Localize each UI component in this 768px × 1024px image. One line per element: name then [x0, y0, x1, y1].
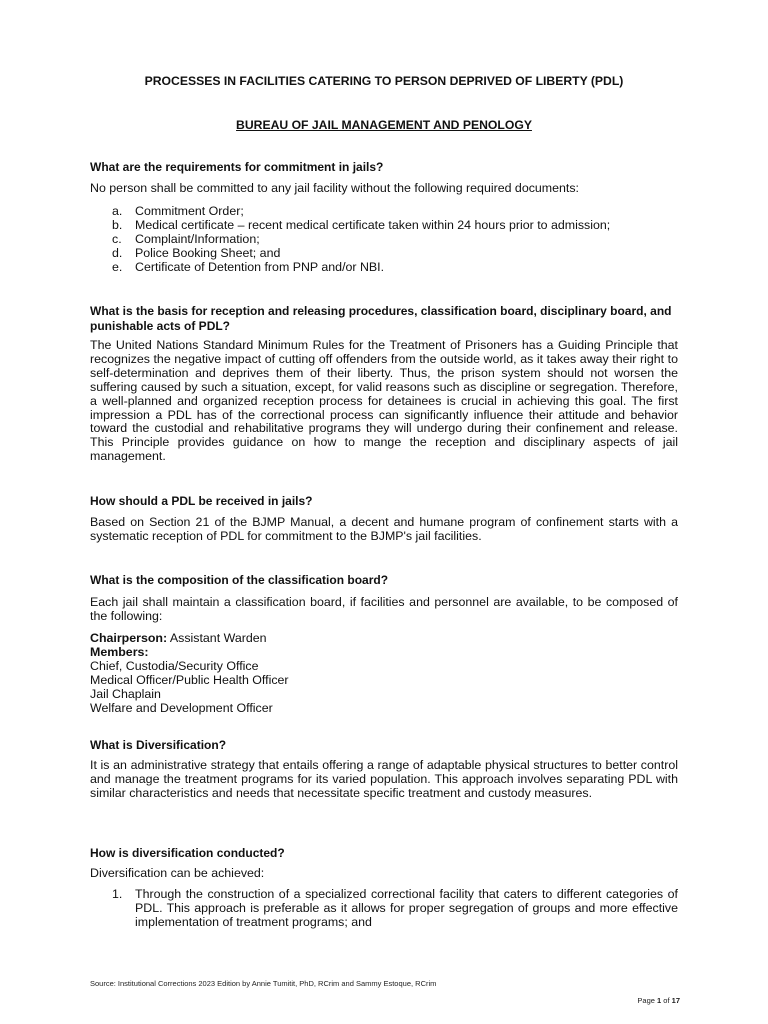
board-composition	[90, 632, 678, 715]
list-marker: c.	[112, 231, 122, 246]
list-item-text: Commitment Order;	[135, 204, 244, 218]
chairperson-value: Assistant Warden	[169, 631, 267, 645]
chairperson-line	[90, 632, 678, 646]
page-number: Page 1 of 17	[637, 996, 680, 1005]
list-marker: a.	[112, 204, 123, 218]
member-item: Medical Officer/Public Health Officer	[90, 672, 289, 687]
member-item: Welfare and Development Officer	[90, 700, 273, 715]
paragraph-commitment-intro: No person shall be committed to any jail facility without the following required documents:	[90, 181, 579, 195]
paragraph-diversification: It is an administrative strategy that entails offering a range of adaptable physical structures to better control and manage the treatment programs for its varied population. This approach involves separating PDL with similar characteristics and needs that necessitate specific treatment and custody measures.	[90, 758, 678, 800]
list-item	[90, 219, 678, 233]
question-commitment-requirements: What are the requirements for commitment in jails?	[90, 160, 384, 174]
list-marker: 1.	[112, 887, 123, 901]
paragraph-classification-board: Each jail shall maintain a classification board, if facilities and personnel are available, to be composed of the following:	[90, 595, 678, 623]
list-item	[90, 888, 678, 930]
question-reception-basis: What is the basis for reception and releasing procedures, classification board, disciplinary board, and punishable acts of PDL?	[90, 304, 672, 333]
list-item	[90, 261, 678, 275]
list-item-text: Certificate of Detention from PNP and/or NBI.	[135, 259, 385, 274]
list-marker: b.	[112, 217, 123, 232]
list-item	[90, 247, 678, 261]
document-subtitle: BUREAU OF JAIL MANAGEMENT AND PENOLOGY	[236, 118, 532, 132]
diversification-list	[90, 888, 678, 930]
list-marker: d.	[112, 245, 123, 260]
footer-source: Source: Institutional Corrections 2023 Edition by Annie Tumitit, PhD, RCrim and Sammy Estoque, RCrim	[90, 979, 437, 988]
list-item-text: Medical certificate – recent medical certificate taken within 24 hours prior to admission;	[135, 217, 611, 232]
member-item: Jail Chaplain	[90, 686, 161, 701]
list-item-text: Police Booking Sheet; and	[135, 245, 281, 260]
list-marker: e.	[112, 259, 123, 274]
paragraph-pdl-reception: Based on Section 21 of the BJMP Manual, a decent and humane program of confinement starts with a systematic reception of PDL for commitment to the BJMP's jail facilities.	[90, 515, 678, 543]
chairperson-label: Chairperson:	[90, 631, 168, 645]
question-diversification-conduct: How is diversification conducted?	[90, 846, 285, 860]
question-classification-board: What is the composition of the classification board?	[90, 573, 389, 587]
paragraph-diversification-intro: Diversification can be achieved:	[90, 866, 265, 880]
list-item	[90, 205, 678, 219]
required-documents-list	[90, 205, 678, 275]
list-item-text: Complaint/Information;	[135, 231, 260, 246]
list-item	[90, 233, 678, 247]
member-item: Chief, Custodia/Security Office	[90, 658, 259, 673]
list-item-text: Through the construction of a specialized correctional facility that caters to different categories of PDL. This approach is preferable as it allows for proper segregation of groups and more effective implementation of treatment programs; and	[135, 887, 678, 929]
document-title: PROCESSES IN FACILITIES CATERING TO PERSON DEPRIVED OF LIBERTY (PDL)	[144, 74, 624, 88]
question-diversification: What is Diversification?	[90, 738, 227, 752]
question-pdl-reception: How should a PDL be received in jails?	[90, 494, 313, 508]
paragraph-reception-basis: The United Nations Standard Minimum Rules for the Treatment of Prisoners has a Guiding Principle that recognizes the negative impact of cutting off offenders from the outside world, as it takes away their right to self-determination and deprives them of their liberty. Thus, the prison system should not worsen the suffering caused by such a situation, except, for valid reasons such as discipline or segregation. Therefore, a well-planned and organized reception process for detainees is crucial in achieving this goal. The first impression a PDL has of the correctional process can significantly influence their attitude and behavior toward the custodial and rehabilitative programs they will undergo during their confinement and release. This Principle provides guidance on how to mange the reception and disciplinary aspects of jail management.	[90, 338, 678, 464]
members-label: Members:	[90, 644, 149, 659]
